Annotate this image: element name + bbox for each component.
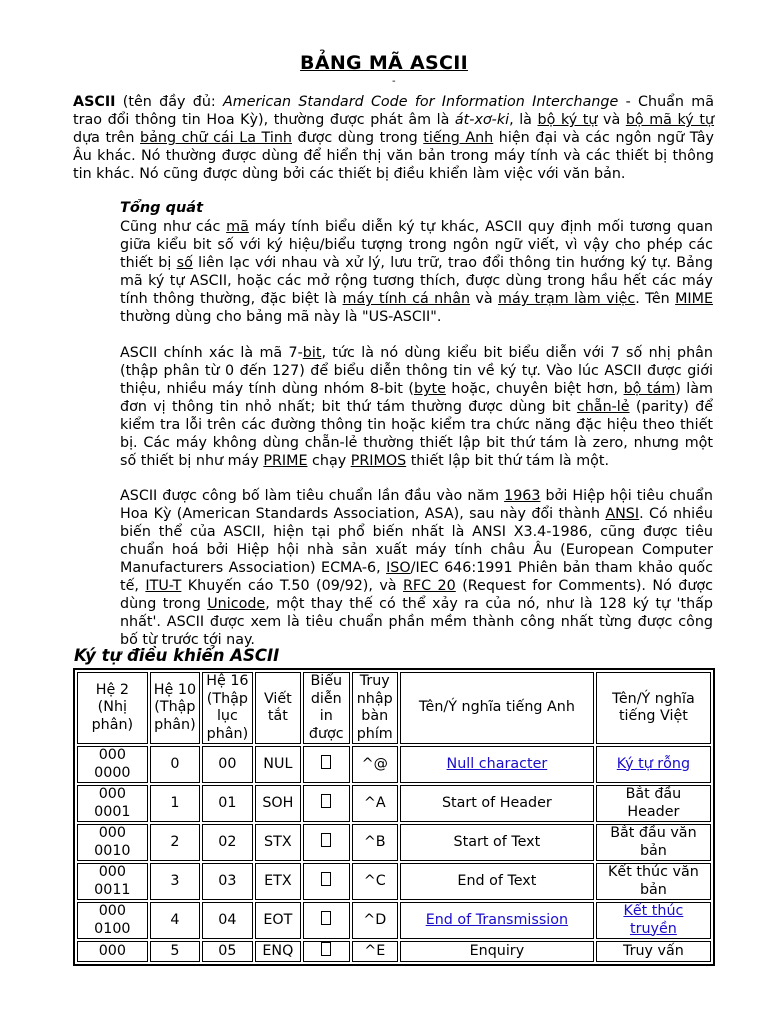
link-primos[interactable]: PRIMOS — [350, 453, 407, 469]
cell-en: End of Text — [400, 863, 594, 900]
overview-paragraph-3 — [120, 487, 713, 649]
cell-abbr: NUL — [255, 746, 301, 783]
ascii-control-table — [73, 668, 715, 966]
link-itu-t[interactable]: ITU-T — [145, 578, 182, 594]
cell-key: ^A — [352, 785, 398, 822]
cell-bin: 000 0010 — [77, 824, 148, 861]
header-abbr: Viết tắt — [255, 672, 301, 744]
link-bo-tam[interactable]: bộ tám — [623, 381, 676, 397]
cell-key: ^@ — [352, 746, 398, 783]
missing-glyph-icon — [321, 942, 331, 956]
cell-abbr: ETX — [255, 863, 301, 900]
cell-abbr: ENQ — [255, 941, 301, 962]
link-ma[interactable]: mã — [226, 219, 249, 235]
cell-hex: 00 — [202, 746, 252, 783]
p2-text: (parity) để kiểm tra lỗi trên các đường thông tin hoặc kiểm tra chức năng đặc hiệu theo thiết bị. Các máy không dùng chẵn-lẻ thường thiết lập bit thứ tám là zero, nhưng một số thiết bị như máy — [120, 399, 713, 469]
p1-text: . Tên — [635, 291, 676, 307]
cell-repr — [303, 863, 349, 900]
cell-en: Start of Text — [400, 824, 594, 861]
link-byte[interactable]: byte — [413, 381, 446, 397]
cell-hex: 02 — [202, 824, 252, 861]
title-underline-mark: - — [392, 76, 396, 87]
link-unicode[interactable]: Unicode — [207, 596, 266, 612]
link-mime[interactable]: MIME — [675, 291, 713, 307]
cell-repr — [303, 746, 349, 783]
cell-bin: 000 0001 — [77, 785, 148, 822]
cell-hex: 04 — [202, 902, 252, 939]
cell-vi — [596, 746, 711, 783]
link-so[interactable]: số — [176, 255, 193, 271]
cell-dec: 1 — [150, 785, 200, 822]
link-iso[interactable]: ISO — [386, 560, 411, 576]
cell-bin: 000 0000 — [77, 746, 148, 783]
missing-glyph-icon — [321, 794, 331, 808]
header-repr: Biểu diễn in được — [303, 672, 349, 744]
table-row — [77, 824, 711, 861]
link-null-character[interactable]: Null character — [446, 755, 548, 772]
cell-vi: Truy vấn — [596, 941, 711, 962]
cell-bin: 000 0011 — [77, 863, 148, 900]
cell-key: ^B — [352, 824, 398, 861]
link-chan-le[interactable]: chẵn-lẻ — [576, 399, 630, 415]
missing-glyph-icon — [321, 872, 331, 886]
cell-abbr: EOT — [255, 902, 301, 939]
p3-text: . Có nhiều biến thể của ASCII, hiện tại phổ biến nhất là ANSI X3.4-1986, cũng được tiêu chuẩn hoá bởi Hiệp hội nhà sản xuất máy tính châu Âu (European Computer Manufacturers Association) ECMA-6, — [120, 506, 713, 576]
link-end-of-transmission[interactable]: End of Transmission — [425, 911, 569, 928]
cell-hex: 01 — [202, 785, 252, 822]
cell-dec: 0 — [150, 746, 200, 783]
header-vi: Tên/Ý nghĩa tiếng Việt — [596, 672, 711, 744]
missing-glyph-icon — [321, 833, 331, 847]
intro-pronunciation: át-xơ-ki — [454, 112, 510, 128]
cell-hex: 03 — [202, 863, 252, 900]
p2-text: chạy — [307, 453, 351, 469]
cell-en: Enquiry — [400, 941, 594, 962]
table-row — [77, 863, 711, 900]
p1-text: máy tính biểu diễn ký tự khác, ASCII quy định mối tương quan giữa kiểu bit số với ký hiệu/biểu tượng trong ngôn ngữ viết, vì vậy cho phép các thiết bị — [120, 219, 713, 271]
link-bo-ma-ky-tu[interactable]: bộ mã ký tự — [625, 112, 715, 128]
cell-en — [400, 902, 594, 939]
table-row — [77, 902, 711, 939]
link-1963[interactable]: 1963 — [504, 488, 541, 504]
p3-text: ASCII được công bố làm tiêu chuẩn lần đầu vào năm — [120, 488, 505, 504]
cell-repr — [303, 902, 349, 939]
intro-text: được dùng trong — [291, 130, 424, 146]
p3-text: bởi Hiệp hội tiêu chuẩn Hoa Kỳ (American Standards Association, ASA), sau này đổi thành — [120, 488, 713, 522]
table-row — [77, 941, 711, 962]
header-bin: Hệ 2 (Nhị phân) — [77, 672, 148, 744]
cell-en: Start of Header — [400, 785, 594, 822]
p3-text: /IEC 646:1991 Phiên bản tham khảo quốc tế, — [120, 560, 713, 594]
link-tieng-anh[interactable]: tiếng Anh — [423, 130, 494, 146]
p1-text: và — [470, 291, 499, 307]
cell-vi: Bắt đầu văn bản — [596, 824, 711, 861]
p1-text: liên lạc với nhau và xử lý, lưu trữ, trao đổi thông tin hướng ký tự. Bảng mã ký tự ASCII, hoặc các mở rộng tương thích, được dùng trong hầu hết các máy tính thông thường, đặc biệt là — [120, 255, 713, 307]
cell-en — [400, 746, 594, 783]
cell-dec: 3 — [150, 863, 200, 900]
intro-paragraph — [73, 93, 714, 183]
table-row — [77, 785, 711, 822]
link-bo-ky-tu[interactable]: bộ ký tự — [537, 112, 598, 128]
table-header-row — [77, 672, 711, 744]
link-may-tinh-ca-nhan[interactable]: máy tính cá nhân — [342, 291, 471, 307]
missing-glyph-icon — [321, 755, 331, 769]
link-rfc-20[interactable]: RFC 20 — [403, 578, 456, 594]
p2-text: thiết lập bit thứ tám là một. — [406, 453, 610, 469]
intro-text: , là — [509, 112, 538, 128]
p1-text: thường dùng cho bảng mã này là "US-ASCII". — [120, 309, 442, 325]
header-key: Truy nhập bàn phím — [352, 672, 398, 744]
cell-vi — [596, 902, 711, 939]
intro-text: - Chuẩn mã trao đổi thông tin Hoa Kỳ), thường được phát âm là — [73, 94, 714, 128]
link-ket-thuc-truyen[interactable]: Kết thúc truyền — [623, 903, 684, 937]
intro-text: hiện đại và các ngôn ngữ Tây Âu khác. Nó thường được dùng để hiển thị văn bản trong máy tính và các thiết bị thông tin khác. Nó cũng được dùng bởi các thiết bị điều khiển làm việc với văn bản. — [73, 130, 714, 182]
cell-bin: 000 0100 — [77, 902, 148, 939]
p3-text: (Request for Comments). Nó được dùng trong — [120, 578, 713, 612]
overview-paragraph-1 — [120, 218, 713, 326]
section-heading-overview: Tổng quát — [120, 200, 204, 216]
ascii-term: ASCII — [73, 94, 116, 110]
link-bang-chu-cai-la-tinh[interactable]: bảng chữ cái La Tinh — [140, 130, 292, 146]
p2-text: , tức là nó dùng kiểu bit biểu diễn với 7 số nhị phân (thập phân từ 0 đến 127) để biểu diễn thông tin về ký tự. Vào lúc ASCII được giới thiệu, nhiều máy tính dùng nhóm 8-bit ( — [120, 345, 713, 397]
intro-text: và — [597, 112, 626, 128]
cell-hex: 05 — [202, 941, 252, 962]
page-title: BẢNG MÃ ASCII — [300, 52, 468, 74]
header-dec: Hệ 10 (Thập phân) — [150, 672, 200, 744]
table-row — [77, 746, 711, 783]
intro-fullname: American Standard Code for Information Interchange — [223, 94, 619, 110]
link-ky-tu-rong[interactable]: Ký tự rỗng — [616, 755, 691, 772]
p2-text: ASCII chính xác là mã 7- — [120, 345, 303, 361]
cell-repr — [303, 941, 349, 962]
cell-key: ^C — [352, 863, 398, 900]
p2-text: hoặc, chuyên biệt hơn, — [445, 381, 624, 397]
link-prime[interactable]: PRIME — [263, 453, 308, 469]
p3-text: Khuyến cáo T.50 (09/92), và — [181, 578, 403, 594]
cell-repr — [303, 785, 349, 822]
link-ansi[interactable]: ANSI — [605, 506, 640, 522]
p1-text: Cũng như các — [120, 219, 227, 235]
overview-paragraph-2 — [120, 344, 713, 470]
cell-vi: Kết thúc văn bản — [596, 863, 711, 900]
cell-bin: 000 — [77, 941, 148, 962]
cell-vi: Bắt đầu Header — [596, 785, 711, 822]
link-may-tram-lam-viec[interactable]: máy trạm làm việc — [498, 291, 636, 307]
cell-abbr: SOH — [255, 785, 301, 822]
cell-abbr: STX — [255, 824, 301, 861]
header-en: Tên/Ý nghĩa tiếng Anh — [400, 672, 594, 744]
cell-key: ^D — [352, 902, 398, 939]
link-bit[interactable]: bit — [302, 345, 322, 361]
cell-key: ^E — [352, 941, 398, 962]
intro-text: (tên đầy đủ: — [115, 94, 224, 110]
cell-dec: 4 — [150, 902, 200, 939]
p3-text: , một thay thế có thể xảy ra của nó, như là 128 ký tự 'thấp nhất'. ASCII được xem là tiêu chuẩn phần mềm thành công nhất từng được công bố từ trước tới nay. — [120, 596, 713, 648]
intro-text: dựa trên — [73, 130, 141, 146]
section-heading-control-chars: Ký tự điều khiển ASCII — [74, 646, 280, 665]
cell-dec: 2 — [150, 824, 200, 861]
missing-glyph-icon — [321, 911, 331, 925]
p2-text: ) làm đơn vị thông tin nhỏ nhất; bit thứ tám thường được dùng bit — [120, 381, 713, 415]
cell-repr — [303, 824, 349, 861]
header-hex: Hệ 16 (Thập lục phân) — [202, 672, 252, 744]
cell-dec: 5 — [150, 941, 200, 962]
